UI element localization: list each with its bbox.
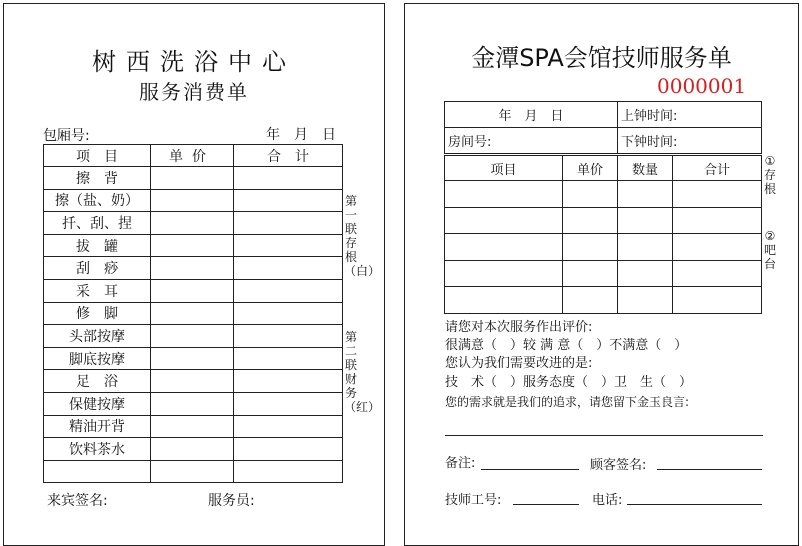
table-header-row <box>44 145 343 167</box>
feedback-line <box>445 435 763 436</box>
item-name: 保健按摩 <box>44 392 151 415</box>
unit-price-cell[interactable] <box>151 234 234 257</box>
table-row <box>44 212 343 235</box>
unit-price-cell[interactable] <box>151 257 234 280</box>
quantity-cell[interactable] <box>618 234 673 261</box>
total-cell[interactable] <box>673 234 762 261</box>
customer-signature-line <box>657 469 762 470</box>
table-row <box>44 347 343 370</box>
side-note-bar: ②吧台 <box>763 229 776 271</box>
header-total: 合 计 <box>234 145 343 167</box>
item-cell[interactable] <box>445 287 563 314</box>
total-cell[interactable] <box>234 438 343 461</box>
customer-signature-label: 顾客签名: <box>590 458 647 473</box>
unit-price-cell[interactable] <box>151 460 234 483</box>
unit-price-cell[interactable] <box>151 279 234 302</box>
total-cell[interactable] <box>673 181 762 208</box>
header-total: 合计 <box>673 156 762 181</box>
serial-number: 0000001 <box>657 74 747 98</box>
header-item: 项 目 <box>44 145 151 167</box>
total-cell[interactable] <box>234 167 343 190</box>
item-name: 擦 背 <box>44 167 151 190</box>
date-label: 年 月 日 <box>266 127 336 143</box>
item-name: 精油开背 <box>44 415 151 438</box>
unit-price-cell[interactable] <box>563 181 618 208</box>
left-form <box>3 3 385 546</box>
total-cell[interactable] <box>673 260 762 287</box>
item-name: 擦（盐、奶） <box>44 189 151 212</box>
quantity-cell[interactable] <box>618 181 673 208</box>
total-cell[interactable] <box>234 460 343 483</box>
table-row <box>44 415 343 438</box>
end-time-label: 下钟时间: <box>618 128 762 154</box>
item-cell[interactable] <box>445 260 563 287</box>
feedback-prompt: 您的需求就是我们的追求，请您留下金玉良言: <box>445 395 690 409</box>
table-row <box>445 181 762 208</box>
item-name: 头部按摩 <box>44 325 151 348</box>
table-row <box>44 257 343 280</box>
guest-signature-label: 来宾签名: <box>47 493 108 509</box>
start-time-label: 上钟时间: <box>618 102 762 128</box>
header-unit-price: 单价 <box>563 156 618 181</box>
right-date-label: 年 月 日 <box>445 102 618 128</box>
quantity-cell[interactable] <box>618 287 673 314</box>
total-cell[interactable] <box>234 234 343 257</box>
item-name: 饮料茶水 <box>44 438 151 461</box>
remarks-line <box>481 469 579 470</box>
improve-prompt: 您认为我们需要改进的是: <box>445 356 593 371</box>
table-row <box>44 234 343 257</box>
unit-price-cell[interactable] <box>151 392 234 415</box>
total-cell[interactable] <box>234 325 343 348</box>
left-title: 树西洗浴中心 <box>92 48 296 76</box>
right-title: 金潭SPA会馆技师服务单 <box>471 44 732 72</box>
item-name: 刮 痧 <box>44 257 151 280</box>
unit-price-cell[interactable] <box>151 325 234 348</box>
table-row <box>44 438 343 461</box>
item-cell[interactable] <box>445 181 563 208</box>
unit-price-cell[interactable] <box>151 302 234 325</box>
improve-options: 技 术（ ）服务态度（ ）卫 生（ ） <box>445 375 693 390</box>
table-row <box>44 279 343 302</box>
remarks-label: 备注: <box>445 456 476 471</box>
table-row <box>44 325 343 348</box>
item-cell[interactable] <box>445 234 563 261</box>
room-number-label: 包厢号: <box>43 128 90 144</box>
total-cell[interactable] <box>234 347 343 370</box>
total-cell[interactable] <box>234 370 343 393</box>
item-name: 脚底按摩 <box>44 347 151 370</box>
quantity-cell[interactable] <box>618 207 673 234</box>
unit-price-cell[interactable] <box>151 347 234 370</box>
item-name: 修 脚 <box>44 302 151 325</box>
phone-line <box>627 504 762 505</box>
unit-price-cell[interactable] <box>151 415 234 438</box>
header-item: 项目 <box>445 156 563 181</box>
quantity-cell[interactable] <box>618 260 673 287</box>
header-unit-price: 单价 <box>151 145 234 167</box>
table-row <box>445 207 762 234</box>
tech-id-label: 技师工号: <box>445 493 502 508</box>
total-cell[interactable] <box>673 287 762 314</box>
table-row <box>44 302 343 325</box>
phone-label: 电话: <box>592 493 623 508</box>
total-cell[interactable] <box>673 207 762 234</box>
total-cell[interactable] <box>234 189 343 212</box>
right-info-table <box>444 101 762 154</box>
right-service-table <box>444 155 762 314</box>
total-cell[interactable] <box>234 212 343 235</box>
right-form <box>404 3 799 546</box>
rating-options: 很满意（ ）较 满 意（ ）不满意（ ） <box>445 338 688 353</box>
unit-price-cell[interactable] <box>151 370 234 393</box>
unit-price-cell[interactable] <box>151 438 234 461</box>
total-cell[interactable] <box>234 302 343 325</box>
right-room-label: 房间号: <box>445 128 618 154</box>
item-name: 拔 罐 <box>44 234 151 257</box>
table-row <box>44 167 343 190</box>
unit-price-cell[interactable] <box>151 212 234 235</box>
table-row <box>44 189 343 212</box>
unit-price-cell[interactable] <box>563 287 618 314</box>
unit-price-cell[interactable] <box>563 260 618 287</box>
table-row <box>44 460 343 483</box>
total-cell[interactable] <box>234 415 343 438</box>
total-cell[interactable] <box>234 392 343 415</box>
side-note-stub: ①存根 <box>763 154 776 196</box>
unit-price-cell[interactable] <box>151 167 234 190</box>
header-quantity: 数量 <box>618 156 673 181</box>
staff-label: 服务员: <box>208 493 255 509</box>
item-name: 足 浴 <box>44 370 151 393</box>
item-cell[interactable] <box>445 207 563 234</box>
table-row <box>445 260 762 287</box>
table-row <box>44 392 343 415</box>
side-note-copy-1: 第一联存根（白） <box>344 194 381 278</box>
left-service-table <box>43 144 343 483</box>
total-cell[interactable] <box>234 257 343 280</box>
total-cell[interactable] <box>234 279 343 302</box>
unit-price-cell[interactable] <box>563 207 618 234</box>
tech-id-line <box>513 504 579 505</box>
table-row <box>445 234 762 261</box>
side-note-copy-2: 第二联财务（红） <box>344 330 381 414</box>
table-row <box>44 370 343 393</box>
table-row <box>445 287 762 314</box>
table-header-row <box>445 156 762 181</box>
unit-price-cell[interactable] <box>563 234 618 261</box>
item-name: 采 耳 <box>44 279 151 302</box>
item-name <box>44 460 151 483</box>
unit-price-cell[interactable] <box>151 189 234 212</box>
survey-prompt: 请您对本次服务作出评价: <box>445 320 593 335</box>
item-name: 扦、刮、捏 <box>44 212 151 235</box>
left-subtitle: 服务消费单 <box>139 80 249 104</box>
